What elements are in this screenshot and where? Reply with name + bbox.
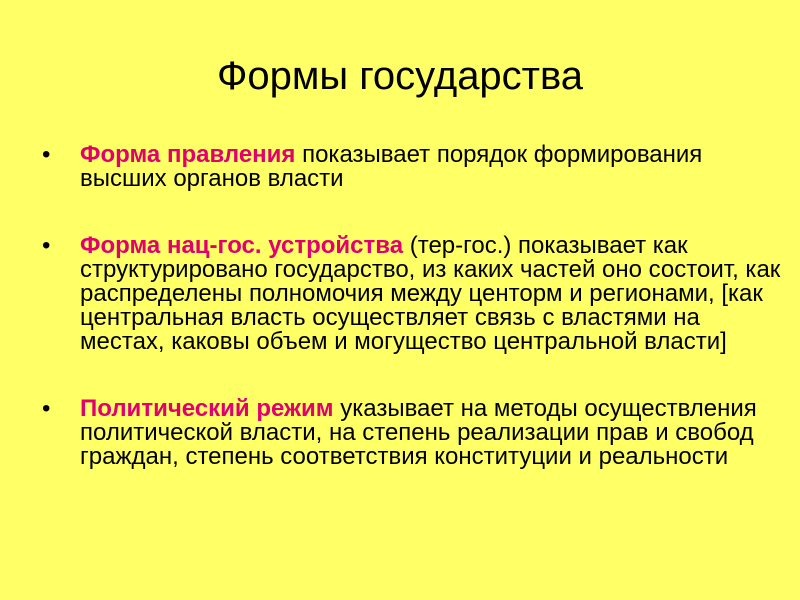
bullet-text: указывает на методы осуществления политической власти, на степень реализации прав и свобод граждан, степень соответствия конституции и реальности — [80, 395, 757, 470]
bullet-item-form-of-government — [36, 143, 786, 191]
bullet-dot-icon: • — [42, 232, 51, 259]
bullet-dot-icon: • — [42, 141, 51, 168]
bullet-dot-icon: • — [42, 395, 51, 422]
bullet-list — [36, 143, 786, 512]
bullet-text: (тер-гос.) показывает как структурировано государство, из каких частей оно состоит, как распределены полномочия между центорм и регионами, [как центральная власть осуществляет связь с властями на местах, каковы объем и могущество центральной власти] — [80, 232, 781, 355]
bullet-term: Политический режим — [80, 395, 334, 422]
bullet-item-political-regime — [36, 397, 786, 469]
bullet-text: показывает порядок формирования высших органов власти — [80, 141, 703, 192]
slide-title: Формы государства — [216, 54, 584, 98]
bullet-term: Форма правления — [80, 141, 296, 168]
bullet-item-territorial-structure — [36, 234, 786, 354]
bullet-term: Форма нац-гос. устройства — [80, 232, 404, 259]
